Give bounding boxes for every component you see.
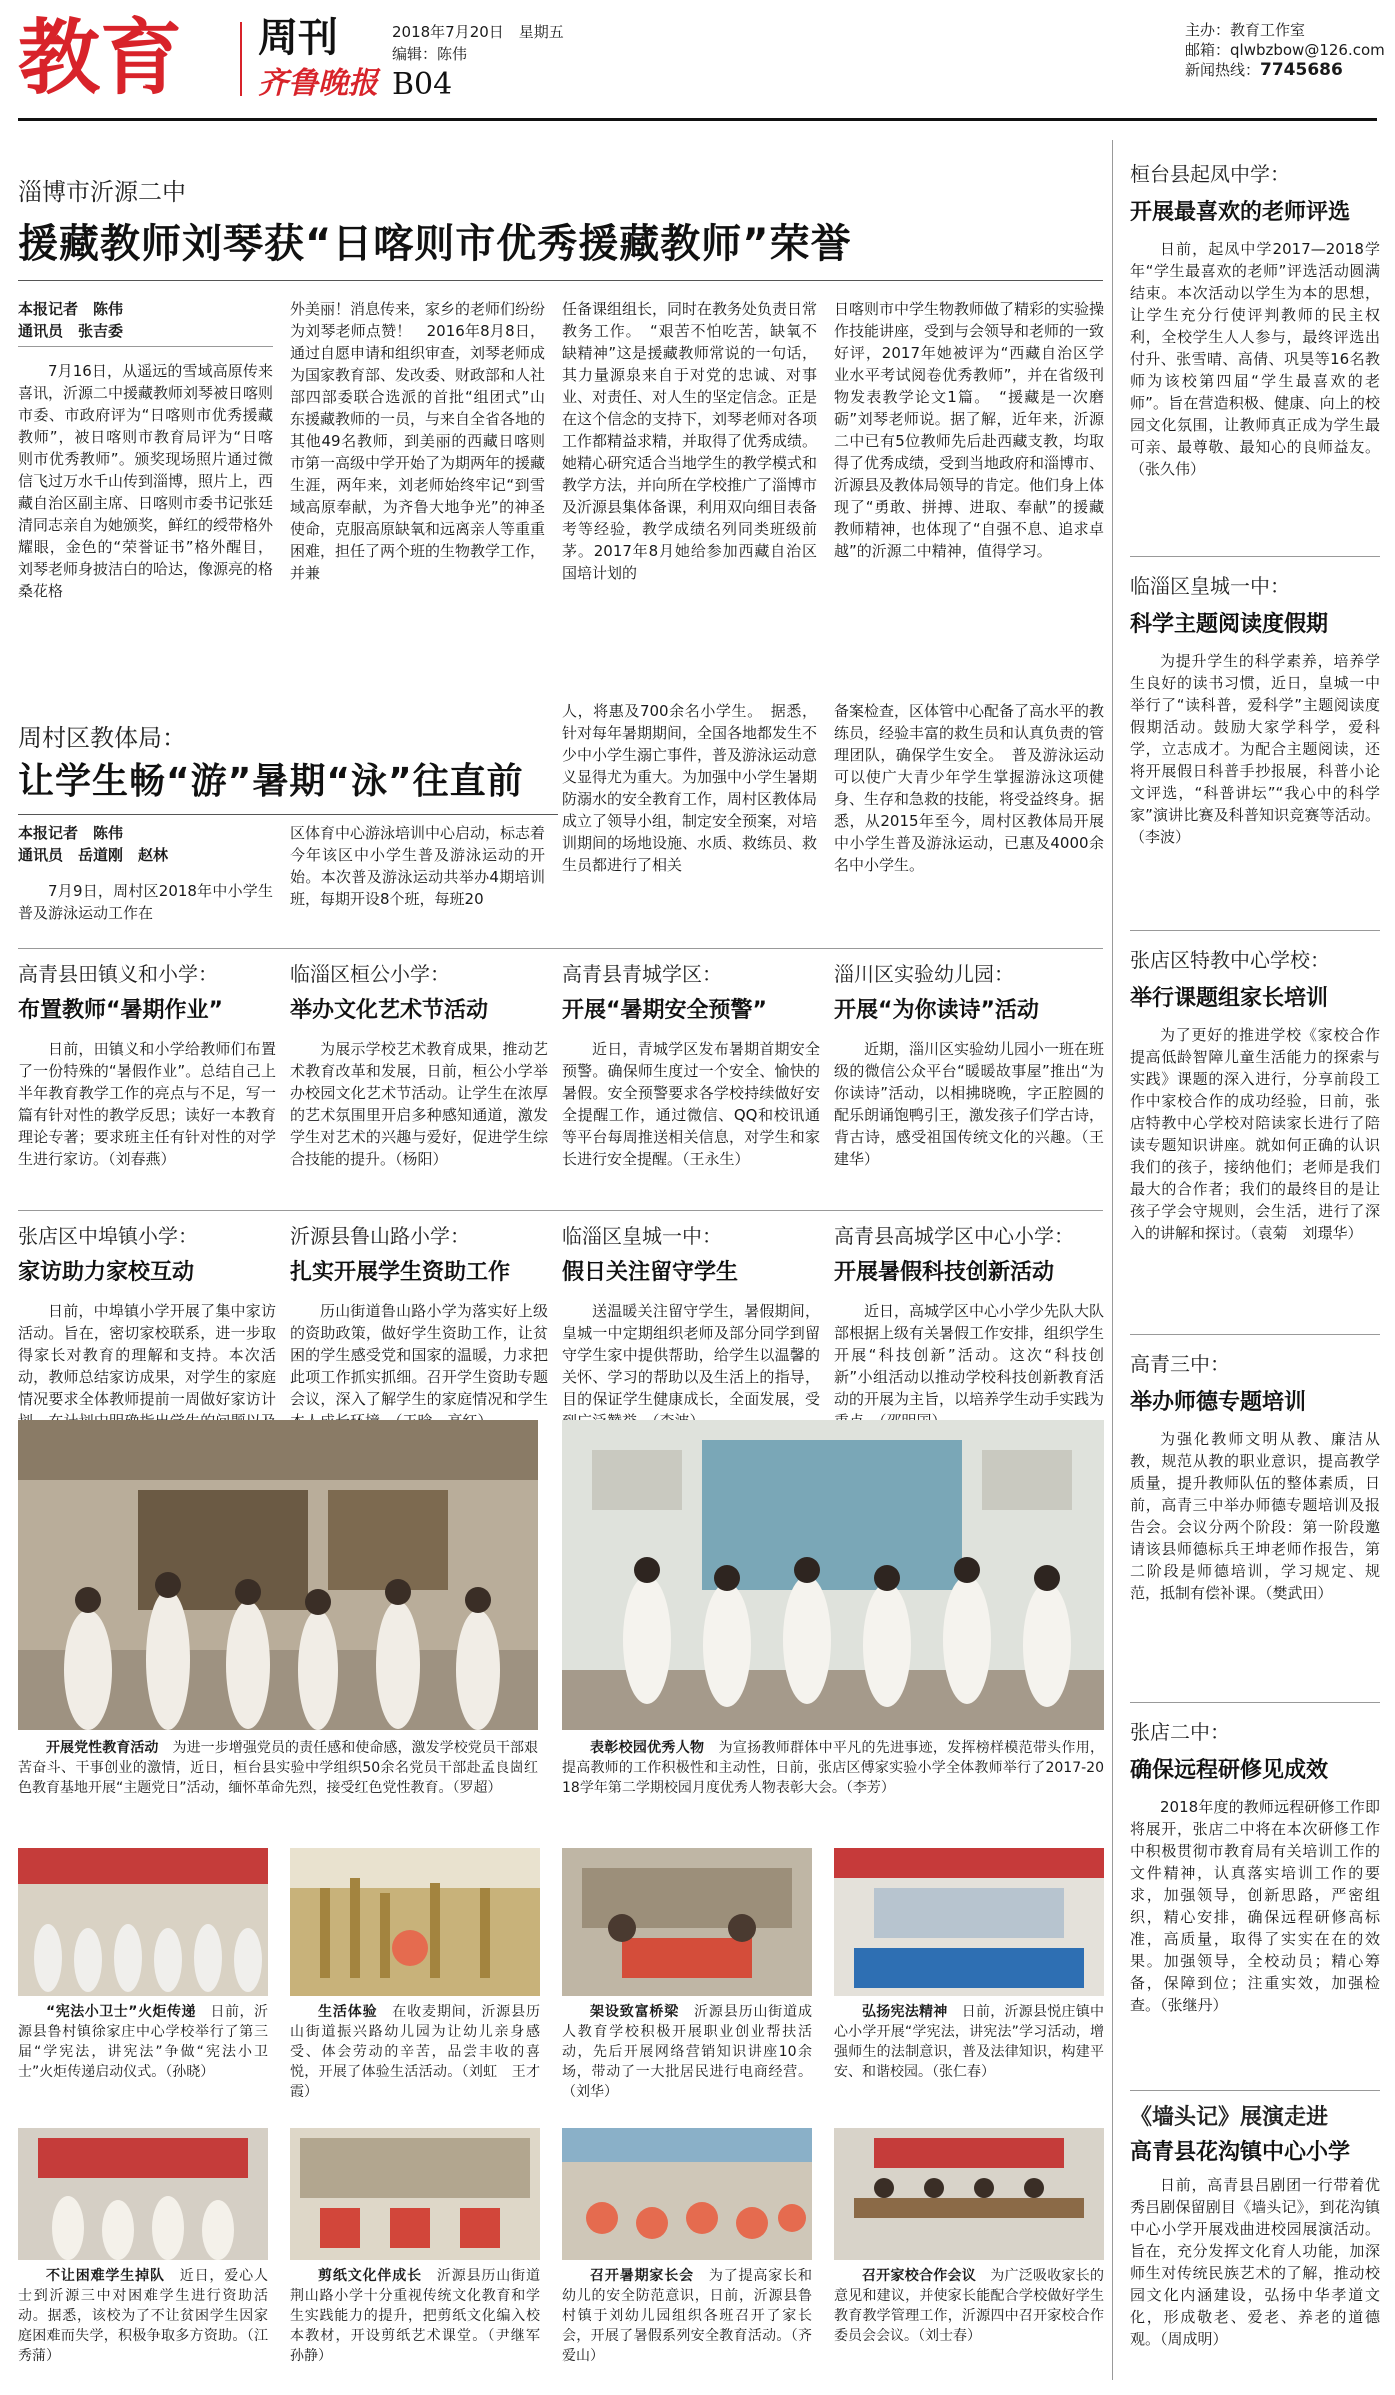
masthead-page: B04 <box>392 67 453 102</box>
right-rail-divider <box>1112 140 1113 2380</box>
photo-party-education-image <box>18 1420 538 1730</box>
photo-outstanding-staff-image <box>562 1420 1104 1730</box>
hotline-number: 7745686 <box>1260 60 1343 80</box>
right-body <box>1130 1024 1380 1354</box>
caption-parent-meeting <box>562 2266 812 2366</box>
right-kicker: 临淄区皇城一中： <box>1130 574 1290 598</box>
brief-kicker: 淄川区实验幼儿园： <box>834 962 1014 986</box>
right-body <box>1130 1428 1380 1714</box>
right-kicker: 张店二中： <box>1130 1720 1230 1744</box>
right-body-text: 为强化教师文明从教、廉洁从教，规范从教的职业意识，提高教学质量，提升教师队伍的整体素质，日前，高青三中举办师德专题培训及报告会。会议分两个阶段：第一阶段邀请该县师德标兵王坤老师作报告，第二阶段是师德培训，学习规定、规范，抵制有偿补课。 <box>1130 1430 1380 1602</box>
brief-author: （杨阳） <box>395 1150 448 1168</box>
masthead-paper: 齐鲁晚报 <box>258 66 378 101</box>
brief-2-3 <box>562 1220 820 1432</box>
right-rule-5 <box>1130 2090 1380 2091</box>
brief-kicker: 高青县高城学区中心小学： <box>834 1224 1074 1248</box>
brief-body-text: 日前，中埠镇小学开展了集中家访活动。旨在，密切家校联系，进一步取得家长对教育的理解和支持。本次活动，教师总结家访成果，对学生的家庭情况要求全体教师提前一周做好家访计 <box>18 1302 276 1408</box>
masthead-sponsor: 主办：教育工作室 <box>1185 21 1306 39</box>
caption-body: 为宣扬教师群体中平凡的先进事迹，发挥榜样模范带头作用，提高教师的工作积极性和主动性，日前，张店区傅家实验小学全体教师举行了2017-2018学年第二学期校园月度优秀人物表彰大会。 <box>562 1740 1105 1796</box>
brief-kicker: 沂源县鲁山路小学： <box>290 1224 470 1248</box>
caption-title: 架设致富桥梁 <box>590 2004 680 2020</box>
photo-home-school-meeting-image <box>834 2128 1104 2260</box>
right-body-text: 为了更好的推进学校《家校合作提高低龄智障儿童生活能力的探索与实践》课题的深入进行，分享前段工作中家校合作的成功经验，日前，张店特教中心学校对陪读家长进行了陪读专题知识讲座。就如何正确的认识我们的孩子，接纳他们；老师是我们最大的合作者；我们的最终目的是让孩子学会守规则，会生活，进行了深入的讲解和探讨。 <box>1130 1026 1380 1242</box>
caption-title: 生活体验 <box>318 2004 378 2020</box>
caption-body: 在收麦期间，沂源县历山街道振兴路幼儿园为让幼儿亲身感受、体会劳动的辛苦，品尝丰收的喜悦，开展了体验生活活动。 <box>290 2004 541 2080</box>
masthead-rule <box>18 118 1377 121</box>
photo-student-aid-image <box>18 2128 268 2260</box>
caption-student-aid <box>18 2266 268 2366</box>
masthead-editor: 编辑：陈伟 <box>392 45 468 63</box>
brief-body <box>290 1038 548 1178</box>
right-story-2 <box>1130 570 1380 914</box>
right-author: （樊武田） <box>1265 1584 1333 1602</box>
caption-body: 沂源县历山街道荆山路小学十分重视传统文化教育和学生实践能力的提升，把剪纸文化编入校本教材，开设剪纸艺术课堂。 <box>290 2268 541 2344</box>
brief-headline: 开展“暑期安全预警” <box>562 998 767 1023</box>
photo-home-school-meeting <box>834 2128 1104 2260</box>
caption-title: 弘扬宪法精神 <box>862 2004 948 2020</box>
caption-constitution-torch <box>18 2002 268 2082</box>
caption-author: （张仁春） <box>932 2064 995 2080</box>
briefs-row1-top-rule <box>18 948 1103 949</box>
photo-wealth-bridge <box>562 1848 812 1996</box>
brief-2-2 <box>290 1220 548 1432</box>
caption-title: 剪纸文化伴成长 <box>318 2268 422 2284</box>
brief-body <box>834 1038 1104 1178</box>
right-story-1 <box>1130 158 1380 502</box>
photo-party-education <box>18 1420 538 1730</box>
brief-kicker: 临淄区皇城一中： <box>562 1224 722 1248</box>
second-col-4: 备案检查，区体管中心配备了高水平的教练员，经验丰富的救生员和认真负责的管理团队，确保学生安全。 普及游泳运动可以使广大青少年学生掌握游泳这项健身、生存和急救的技能，将受益终身。据悉，从2015年至今，周村区教体局开展中小学生普及游泳运动，已惠及4000余名中小学生。 <box>834 702 1105 874</box>
brief-body <box>290 1300 548 1432</box>
right-headline: 科学主题阅读度假期 <box>1130 612 1329 637</box>
second-col-3: 人，将惠及700余名小学生。 据悉，针对每年暑期期间，全国各地都发生不少中小学生溺亡事件，普及游泳运动意义显得尤为重大。为加强中小学生暑期防溺水的安全教育工作，周村区教体局成立了领导小组，制定安全预案，对培训期间的场地设施、水质、救练员、救生员都进行了相关 <box>562 702 818 874</box>
right-story-3 <box>1130 944 1380 1354</box>
caption-constitution-spirit <box>834 2002 1104 2082</box>
lead-headline: 援藏教师刘琴获“日喀则市优秀援藏教师”荣誉 <box>18 221 852 267</box>
brief-body-text: 近期，淄川区实验幼儿园小一班在班级的微信公众平台“暖暖故事屋”推出“为你读诗”活动，以相拂晓晚，字正腔圆的配乐朗诵饱鸭引王，激发孩子们学古诗，背古诗，感受祖国传统文化的兴趣。 <box>834 1040 1105 1146</box>
lead-byline-1: 本报记者 陈伟 <box>18 300 124 318</box>
brief-kicker: 高青县青城学区： <box>562 962 722 986</box>
lead-col-4: 日喀则市中学生物教师做了精彩的实验操作技能讲座，受到与会领导和老师的一致好评，2017年她被评为“西藏自治区学业水平考试阅卷优秀教师”，并在省级刊物发表教学论文1篇。 “援藏是一次磨砺”刘琴老师说。据了解，近年来，沂源二中已有5位教师先后赴西藏支教，均取得了优秀成绩，受到当地政府和淄博市、沂源县及教体局领导的肯定。他们身上体现了“勇敢、拼搏、进取、奉献”的援藏教师精神，也体现了“自强不息、追求卓越”的沂源二中精神，值得学习。 <box>834 300 1105 560</box>
brief-body-text: 送温暖关注留守学生，暑假期间，皇城一中定期组织老师及部分同学到留守学生家中提供帮助，给学生以温馨的关怀、学习的帮助以及生活上的指导，目的保证学生健康成长，全面发展，受 <box>562 1302 820 1408</box>
caption-outstanding-staff <box>562 1738 1104 1798</box>
caption-body: 日前，沂源县鲁村镇徐家庄中心学校举行了第三届“学宪法，讲宪法”争做“宪法小卫士”火炬传递启动仪式。 <box>18 2004 269 2080</box>
lead-col-1: 7月16日，从遥远的雪域高原传来喜讯，沂源二中援藏教师刘琴被日喀则市委、市政府评为“日喀则市优秀援藏教师”，被日喀则市教育局评为“日喀则市优秀教师”。颁奖现场照片通过微信飞过万水千山传到淄博，照片上，西藏自治区副主席、日喀则市委书记张廷清同志亲自为她颁奖，鲜红的绶带格外耀眼，金色的“荣誉证书”格外醒目，刘琴老师身披洁白的哈达，像源亮的格桑花格 <box>18 362 274 600</box>
brief-1-3 <box>562 958 820 1178</box>
brief-author: （王永生） <box>682 1150 750 1168</box>
brief-body-text: 近日，青城学区发布暑期首期安全预警。确保师生度过一个安全、愉快的暑假。安全预警要求各学校持续做好安全提醒工作，通过微信、QQ和校讯通等平台每周推送相关信息，对学生和家长进行安全提醒。 <box>562 1040 820 1168</box>
right-author: （张久伟） <box>1130 460 1206 478</box>
caption-author: （孙晓） <box>165 2064 215 2080</box>
photo-paper-cutting-image <box>290 2128 540 2260</box>
hotline-label: 新闻热线： <box>1185 61 1261 79</box>
lead-byline-2: 通讯员 张吉委 <box>18 322 124 340</box>
masthead-weekly: 周刊 <box>258 15 338 61</box>
brief-body-text: 历山街道鲁山路小学为落实好上级的资助政策，做好学生资助工作，让贫困的学生感受党和国家的温暖，力求把此项工作抓实抓细。召开学生资助专题会议，深入了解学生的家庭情况和学生 <box>290 1302 548 1408</box>
lead-col-2: 外美丽！消息传来，家乡的老师们纷纷为刘琴老师点赞！ 2016年8月8日，通过自愿申请和组织审查，刘琴老师成为国家教育部、发改委、财政部和人社部四部委联合选派的首批“组团式”山东援藏教师的一员，与来自全省各地的其他49名教师，到美丽的西藏日喀则市第一高级中学开始了为期两年的援藏生涯，两年来，刘老师始终牢记“到雪域高原奉献，为齐鲁大地争光”的神圣使命，克服高原缺氧和远离亲人等重重困难，担任了两个班的生物教学工作，并兼 <box>290 300 546 582</box>
right-story-4 <box>1130 1348 1380 1714</box>
caption-title: 开展党性教育活动 <box>46 1740 159 1756</box>
caption-body: 近日，爱心人士到沂源三中对困难学生进行资助活动。据悉，该校为了不让贫困学生因家庭困难而失学，积极争取多方资助。 <box>18 2268 269 2344</box>
right-author: （张继丹） <box>1160 1996 1228 2014</box>
brief-author: （王建华） <box>834 1128 1104 1168</box>
right-body <box>1130 650 1380 914</box>
right-headline: 举行课题组家长培训 <box>1130 986 1329 1011</box>
brief-body-text: 日前，田镇义和小学给教师们布置了一份特殊的“暑假作业”。总结自己上半年教育教学工作的亮点与不足，写一篇有针对性的教学反思；读好一本教育理论专著；要求班主任有针对性的对学生进行家访。 <box>18 1040 276 1168</box>
photo-constitution-spirit <box>834 1848 1104 1996</box>
photo-wealth-bridge-image <box>562 1848 812 1996</box>
brief-2-4 <box>834 1220 1104 1432</box>
right-kicker: 桓台县起凤中学： <box>1130 162 1290 186</box>
right-author: （周成明） <box>1160 2330 1228 2348</box>
lead-col-3: 任备课组组长，同时在教务处负责日常教务工作。 “艰苦不怕吃苦，缺氧不缺精神”这是援藏教师常说的一句话，其力量源泉来自于对党的忠诚、对事业、对责任、对人生的坚定信念。正是在这个信念的支持下，刘琴老师对各项工作都精益求精，并取得了优秀成绩。她精心研究适合当地学生的教学模式和教学方法，并向所在学校推广了淄博市及沂源县集体备课，利用双向细目表备考等经验，教学成绩名列同类班级前茅。2017年8月她给参加西藏自治区国培计划的 <box>562 300 818 582</box>
second-rule <box>18 814 558 815</box>
photo-life-experience <box>290 1848 540 1996</box>
right-rule-1 <box>1130 556 1380 557</box>
brief-kicker: 张店区中埠镇小学： <box>18 1224 198 1248</box>
caption-author: （刘虹 王才霞） <box>290 2064 541 2100</box>
brief-kicker: 高青县田镇义和小学： <box>18 962 218 986</box>
caption-author: （齐爱山） <box>562 2328 813 2364</box>
lead-byline-rule <box>18 346 273 347</box>
brief-headline: 开展暑假科技创新活动 <box>834 1260 1055 1285</box>
photo-paper-cutting <box>290 2128 540 2260</box>
brief-body <box>834 1300 1104 1432</box>
caption-title: 召开家校合作会议 <box>862 2268 976 2284</box>
second-headline: 让学生畅“游”暑期“泳”往直前 <box>18 761 524 802</box>
caption-body: 为了提高家长和幼儿的安全防范意识，日前，沂源县鲁村镇于刘幼儿园组织各班召开了家长会，开展了暑假系列安全教育活动。 <box>562 2268 813 2344</box>
masthead-date: 2018年7月20日 星期五 <box>392 23 564 41</box>
brief-body <box>18 1300 276 1432</box>
right-headline: 开展最喜欢的老师评选 <box>1130 200 1351 225</box>
brief-kicker: 临淄区桓公小学： <box>290 962 450 986</box>
caption-title: 召开暑期家长会 <box>590 2268 694 2284</box>
caption-author: （刘华） <box>562 2084 618 2100</box>
right-author: （李波） <box>1130 828 1191 846</box>
brief-headline: 举办文化艺术节活动 <box>290 998 489 1023</box>
brief-body <box>562 1300 820 1432</box>
caption-author: （江秀蒲） <box>18 2328 269 2364</box>
right-kicker: 高青三中： <box>1130 1352 1230 1376</box>
photo-parent-meeting-image <box>562 2128 812 2260</box>
photo-life-experience-image <box>290 1848 540 1996</box>
right-kicker: 张店区特教中心学校： <box>1130 948 1330 972</box>
caption-title: 不让困难学生掉队 <box>46 2268 165 2284</box>
brief-1-1 <box>18 958 276 1178</box>
brief-headline: 假日关注留守学生 <box>562 1260 739 1285</box>
caption-body: 日前，沂源县悦庄镇中心小学开展“学宪法，讲宪法”学习活动，增强师生的法制意识，普及法律知识，构建平安、和谐校园。 <box>834 2004 1104 2080</box>
masthead-divider <box>240 22 242 96</box>
brief-headline: 扎实开展学生资助工作 <box>290 1260 511 1285</box>
photo-parent-meeting <box>562 2128 812 2260</box>
brief-2-1 <box>18 1220 276 1432</box>
right-rule-3 <box>1130 1334 1380 1335</box>
caption-author: （李芳） <box>845 1780 895 1796</box>
right-kicker: 《墙头记》展演走进 <box>1130 2105 1329 2130</box>
right-body-text: 为提升学生的科学素养，培养学生良好的读书习惯，近日，皇城一中举行了“读科普，爱科学”主题阅读度假期活动。鼓励大家学科学，爱科学，立志成才。为配合主题阅读，还将开展假日科普手抄报展，科普小论文评选，“科普讲坛”“我心中的科学家”演讲比赛及科普知识竞赛等活动。 <box>1130 652 1380 824</box>
second-byline-2: 通讯员 岳道刚 赵林 <box>18 846 169 864</box>
right-body <box>1130 2174 1380 2394</box>
right-body <box>1130 238 1380 502</box>
caption-body: 为进一步增强党员的责任感和使命感，激发学校党员干部艰苦奋斗、干事创业的激情，近日，桓台县实验中学组织50余名党员干部赴孟良崮红色教育基地开展“主题党日”活动，缅怀革命先烈，接受红色党性教育。 <box>18 1740 539 1796</box>
masthead-email: 邮箱：qlwbzbow@126.com <box>1185 41 1385 59</box>
photo-student-aid <box>18 2128 268 2260</box>
lead-rule <box>18 280 1103 281</box>
right-story-5 <box>1130 1716 1380 2104</box>
caption-title: “宪法小卫士”火炬传递 <box>46 2004 196 2020</box>
caption-life-experience <box>290 2002 540 2102</box>
lead-kicker: 淄博市沂源二中 <box>18 178 186 206</box>
brief-body <box>18 1038 276 1178</box>
second-byline-1: 本报记者 陈伟 <box>18 824 124 842</box>
second-col-2: 区体育中心游泳培训中心启动，标志着今年该区中小学生普及游泳运动的开始。本次普及游泳运动共举办4期培训班，每期开设8个班，每班20 <box>290 824 546 908</box>
caption-home-school-meeting <box>834 2266 1104 2346</box>
caption-wealth-bridge <box>562 2002 812 2102</box>
right-story-6 <box>1130 2100 1380 2394</box>
caption-author: （罗超） <box>452 1780 502 1796</box>
brief-1-4 <box>834 958 1104 1178</box>
brief-headline: 开展“为你读诗”活动 <box>834 998 1039 1023</box>
right-headline: 确保远程研修见成效 <box>1130 1758 1329 1783</box>
caption-party-education <box>18 1738 538 1798</box>
brief-body <box>562 1038 820 1178</box>
masthead-title: 教育 <box>18 10 183 106</box>
brief-body-text: 近日，高城学区中心小学少先队大队部根据上级有关暑假工作安排，组织学生开展“科技创新”活动。这次“科技创新”小组活动以推动学校科技创新教育活动的开展为主旨，以培养学生动手实践为 <box>834 1302 1105 1408</box>
photo-outstanding-staff <box>562 1420 1104 1730</box>
right-headline: 高青县花沟镇中心小学 <box>1130 2140 1351 2165</box>
right-body <box>1130 1796 1380 2104</box>
caption-author: （尹继军 孙静） <box>290 2328 554 2364</box>
right-rule-4 <box>1130 1702 1380 1703</box>
caption-author: （刘士春） <box>918 2328 981 2344</box>
right-author: （袁菊 刘璟华） <box>1250 1224 1363 1242</box>
masthead-hotline <box>1185 60 1343 80</box>
right-headline: 举办师德专题培训 <box>1130 1390 1307 1415</box>
right-rule-2 <box>1130 930 1380 931</box>
brief-headline: 布置教师“暑期作业” <box>18 998 223 1023</box>
photo-constitution-torch-image <box>18 1848 268 1996</box>
second-col-1: 7月9日，周村区2018年中小学生普及游泳运动工作在 <box>18 882 273 922</box>
brief-author: （刘春燕） <box>108 1150 176 1168</box>
right-body-text: 日前，高青县吕剧团一行带着优秀吕剧保留剧目《墙头记》，到花沟镇中心小学开展戏曲进校园展演活动。旨在，充分发挥文化育人功能，加深师生对传统民族艺术的了解，推动校园文化内涵建设，弘扬中华孝道文化，形成敬老、爱老、养老的道德观。 <box>1130 2176 1380 2348</box>
brief-1-2 <box>290 958 548 1178</box>
photo-constitution-spirit-image <box>834 1848 1104 1996</box>
caption-body: 为广泛吸收家长的意见和建议，并使家长能配合学校做好学生教育教学管理工作，沂源四中召开家校合作委员会会议。 <box>834 2268 1104 2344</box>
right-body-text: 2018年度的教师远程研修工作即将展开，张店二中将在本次研修工作中积极贯彻市教育局有关培训工作的文件精神，认真落实培训工作的要求，加强领导，创新思路，严密组织，精心安排，确保远程研修高标准，高质量，取得了实实在在的效果。加强领导，全校动员；精心筹备，保障到位；注重实效，加强检查。 <box>1130 1798 1380 2014</box>
caption-title: 表彰校园优秀人物 <box>590 1740 705 1756</box>
brief-body-text: 为展示学校艺术教育成果，推动艺术教育改革和发展，日前，桓公小学举办校园文化艺术节活动。让学生在浓厚的艺术氛围里开启多种感知通道，激发学生对艺术的兴趣与爱好，促进学生综合技能的提升。 <box>290 1040 548 1168</box>
second-kicker: 周村区教体局： <box>18 724 186 752</box>
briefs-row2-top-rule <box>18 1210 1103 1211</box>
brief-headline: 家访助力家校互动 <box>18 1260 195 1285</box>
right-body-text: 日前，起凤中学2017—2018学年“学生最喜欢的老师”评选活动圆满结束。本次活动以学生为本的思想，让学生充分行使评判教师的民主权利，全校学生人人参与，最终评选出付升、张雪晴、高倩、巩昊等16名教师为该校第四届“学生最喜欢的老师”。旨在营造积极、健康、向上的校园文化氛围，让教师真正成为学生最可亲、最尊敬、最知心的良师益友。 <box>1130 240 1380 456</box>
photo-constitution-torch <box>18 1848 268 1996</box>
caption-body: 沂源县历山街道成人教育学校积极开展职业创业帮扶活动，先后开展网络营销知识讲座10余场，带动了一大批居民进行电商经营。 <box>562 2004 813 2080</box>
caption-paper-cutting <box>290 2266 554 2366</box>
